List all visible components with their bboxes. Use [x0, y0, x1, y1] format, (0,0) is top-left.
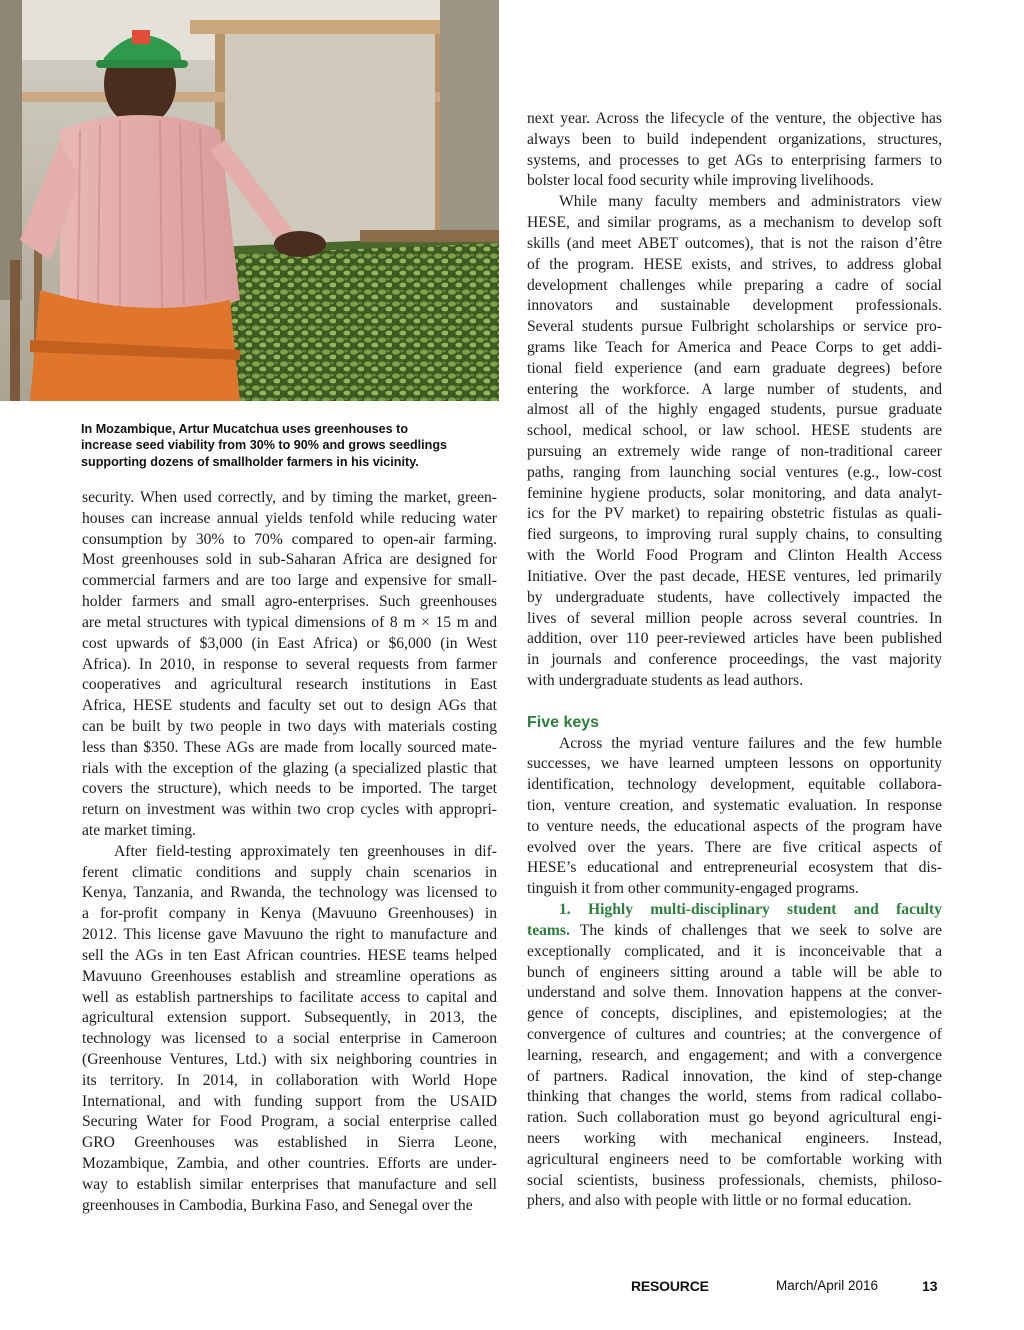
- text-line: agricultural extension support. Subsequently, in 2013, the: [82, 1009, 497, 1027]
- text-line: school, medical school, or law school. HESE students are: [527, 422, 942, 440]
- text-line: Initiative. Over the past decade, HESE ventures, led primarily: [527, 567, 942, 585]
- text-line: entering the workforce. A large number of students, and: [527, 380, 942, 398]
- text-line: greenhouses in Cambodia, Burkina Faso, and Senegal over the: [82, 1196, 473, 1214]
- text-line: identification, technology development, equitable collabora-: [527, 776, 942, 794]
- text-line: way to establish similar enterprises that manufacture and sell: [82, 1175, 497, 1193]
- text-line: systems, and processes to get AGs to enterprising farmers to: [527, 151, 942, 169]
- footer-publication: RESOURCE: [631, 1278, 709, 1294]
- text-line: holder farmers and small agro-enterprises. Such greenhouses: [82, 593, 497, 611]
- footer-page-number: 13: [922, 1278, 938, 1294]
- text-line: exceptionally complicated, and it is inconceivable that a: [527, 942, 942, 960]
- key-1-first-line: [527, 921, 942, 942]
- text-line: ration. Such collaboration must go beyond agricultural engi-: [527, 1109, 942, 1127]
- text-line: a for-profit company in Kenya (Mavuuno Greenhouses) in: [82, 905, 497, 923]
- key-1-heading-end: teams.: [527, 921, 570, 939]
- text-line: HESE’s educational and entrepreneurial ecosystem that dis-: [527, 859, 942, 877]
- text-line: development challenges while preparing a cadre of social: [527, 276, 942, 294]
- text-line: successes, we have learned umpteen lessons on opportunity: [527, 755, 942, 773]
- text-line: addition, over 110 peer-reviewed articles have been published: [527, 630, 942, 648]
- text-line: tinguish it from other community-engaged programs.: [527, 880, 859, 898]
- text-line: social scientists, business professionals, chemists, philoso-: [527, 1171, 942, 1189]
- text-line: GRO Greenhouses was established in Sierra Leone,: [82, 1134, 497, 1152]
- text-line: Kenya, Tanzania, and Rwanda, the technology was licensed to: [82, 884, 497, 902]
- text-line: phers, and also with people with little or no formal education.: [527, 1192, 912, 1210]
- text-line: bunch of engineers sitting around a table will be able to: [527, 963, 942, 981]
- text-line: always been to build independent organizations, structures,: [527, 130, 942, 148]
- text-line: International, and with funding support from the USAID: [82, 1092, 497, 1110]
- text-line: Africa). In 2010, in response to several requests from farmer: [82, 655, 497, 673]
- text-line: commercial farmers and are too large and expensive for small-: [82, 572, 497, 590]
- text-line: Most greenhouses sold in sub-Saharan Africa are designed for: [82, 551, 497, 569]
- text-line: tion, venture creation, and systematic evaluation. In response: [527, 797, 942, 814]
- text-line: ate market timing.: [82, 822, 196, 839]
- text-line: pursuing an extremely wide range of non-traditional career: [527, 443, 942, 460]
- caption-line: increase seed viability from 30% to 90% and grows seedlings: [81, 438, 448, 453]
- text-line: in journals and conference proceedings, the vast majority: [527, 651, 942, 669]
- text-line: (Greenhouse Ventures, Ltd.) with six neighboring countries in: [82, 1050, 497, 1068]
- text-line: covers the structure), which needs to be imported. The target: [82, 780, 497, 798]
- text-line: feminine hygiene products, solar monitoring, and data analyt-: [527, 484, 942, 502]
- text-line: convergence of cultures and countries; at the convergence of: [527, 1025, 942, 1043]
- text-line: fied surgeons, to improving rural supply chains, to consulting: [527, 526, 942, 544]
- text-line: While many faculty members and administrators view: [559, 193, 942, 211]
- text-line: Mavuuno Greenhouses establish and streamline operations as: [82, 967, 497, 985]
- text-line: well as establish partnerships to facilitate access to capital and: [82, 988, 497, 1006]
- photo-caption: [81, 421, 501, 470]
- text-line: houses can increase annual yields tenfold while reducing water: [82, 509, 497, 527]
- text-line: understand and solve them. Innovation happens at the conver-: [527, 984, 942, 1002]
- greenhouse-photo: [0, 0, 499, 401]
- key-1-lead-line: [527, 900, 942, 921]
- text-line: HESE, and similar programs, as a mechanism to develop soft: [527, 214, 942, 232]
- text-line: to venture needs, the educational aspects of the program have: [527, 817, 942, 835]
- text-line: ics for the PV market) to repairing obstetric fistulas as quali-: [527, 505, 942, 523]
- text-line: 2012. This license gave Mavuuno the right to manufacture and: [82, 926, 497, 944]
- text-line: gence of concepts, disciplines, and epistemologies; at the: [527, 1005, 942, 1023]
- text-line: ferent climatic conditions and supply chain scenarios in: [82, 863, 497, 881]
- section-heading: Five keys: [527, 713, 600, 731]
- text-line: evolved over the years. There are five critical aspects of: [527, 838, 942, 856]
- text-line: paths, ranging from launching social ventures (e.g., low-cost: [527, 463, 942, 481]
- text-line: security. When used correctly, and by timing the market, green-: [82, 489, 497, 506]
- footer-issue-date: March/April 2016: [776, 1278, 879, 1293]
- text-line: Securing Water for Food Program, a social enterprise called: [82, 1113, 497, 1131]
- text-line: consumption by 30% to 70% compared to open-air farming.: [82, 530, 497, 548]
- text-line: its territory. In 2014, in collaboration with World Hope: [82, 1071, 497, 1089]
- text-line: with the World Food Program and Clinton Health Access: [527, 547, 942, 565]
- caption-line: In Mozambique, Artur Mucatchua uses greenhouses to: [81, 422, 409, 436]
- right-text-column: [527, 109, 942, 1212]
- text-line: skills (and meet ABET outcomes), that is not the raison d’être: [527, 234, 942, 252]
- text-line: Across the myriad venture failures and the few humble: [559, 734, 942, 752]
- text-line: less than $350. These AGs are made from locally sourced mate-: [82, 738, 497, 756]
- text-line: cost upwards of $3,000 (in East Africa) or $6,000 (in West: [82, 634, 497, 652]
- text-line: grams like Teach for America and Peace Corps to get addi-: [527, 338, 942, 356]
- greenhouse-photo-art: [0, 0, 499, 401]
- text-line: almost all of the highly engaged students, pursue graduate: [527, 401, 942, 419]
- text-line: learning, research, and engagement; and with a convergence: [527, 1046, 942, 1064]
- text-line: tional field experience (and earn graduate degrees) before: [527, 359, 942, 377]
- left-text-column: [82, 488, 497, 1216]
- text-line: lives of several million people across several countries. In: [527, 609, 942, 627]
- text-line: cooperatives and agricultural research institutions in East: [82, 676, 497, 694]
- key-1-heading: 1. Highly multi-disciplinary student and faculty: [559, 901, 942, 919]
- right-text-block-a: [527, 109, 942, 692]
- text-line: return on investment was within two crop cycles with appropri-: [82, 801, 497, 819]
- text-line: After field-testing approximately ten greenhouses in dif-: [114, 842, 497, 860]
- text-line: neers working with mechanical engineers. Instead,: [527, 1130, 942, 1147]
- text-line: innovators and sustainable development professionals.: [527, 297, 942, 315]
- text-line: Africa, HESE students and faculty set out to design AGs that: [82, 697, 497, 715]
- text-line: next year. Across the lifecycle of the venture, the objective has: [527, 110, 942, 127]
- text-line: are metal structures with typical dimensions of 8 m × 15 m and: [82, 613, 497, 631]
- right-text-block-c: [527, 942, 942, 1213]
- text-line: thinking that changes the world, stems from radical collabo-: [527, 1088, 942, 1106]
- caption-line: supporting dozens of smallholder farmers in his vicinity.: [81, 454, 419, 469]
- text-line: can be built by two people in two days with materials costing: [82, 717, 497, 735]
- text-line: bolster local food security while improving livelihoods.: [527, 172, 874, 190]
- text-line: Mozambique, Zambia, and other countries. Efforts are under-: [82, 1155, 497, 1172]
- text-line: agricultural engineers need to be comfortable working with: [527, 1150, 942, 1168]
- text-line: of partners. Radical innovation, the kind of step-change: [527, 1067, 942, 1085]
- text-line: sell the AGs in ten East African countries. HESE teams helped: [82, 946, 497, 964]
- text-line: by undergraduate students, have collectively impacted the: [527, 588, 942, 606]
- text-line: of the program. HESE exists, and strives, to address global: [527, 255, 942, 273]
- text-line: Several students pursue Fulbright scholarships or service pro-: [527, 318, 942, 336]
- right-text-block-b: [527, 734, 942, 901]
- key-1-text: The kinds of challenges that we seek to solve are: [569, 921, 942, 939]
- text-line: rials with the exception of the glazing (a specialized plastic that: [82, 759, 497, 777]
- text-line: with undergraduate students as lead authors.: [527, 671, 803, 689]
- text-line: technology was licensed to a social enterprise in Cameroon: [82, 1030, 497, 1048]
